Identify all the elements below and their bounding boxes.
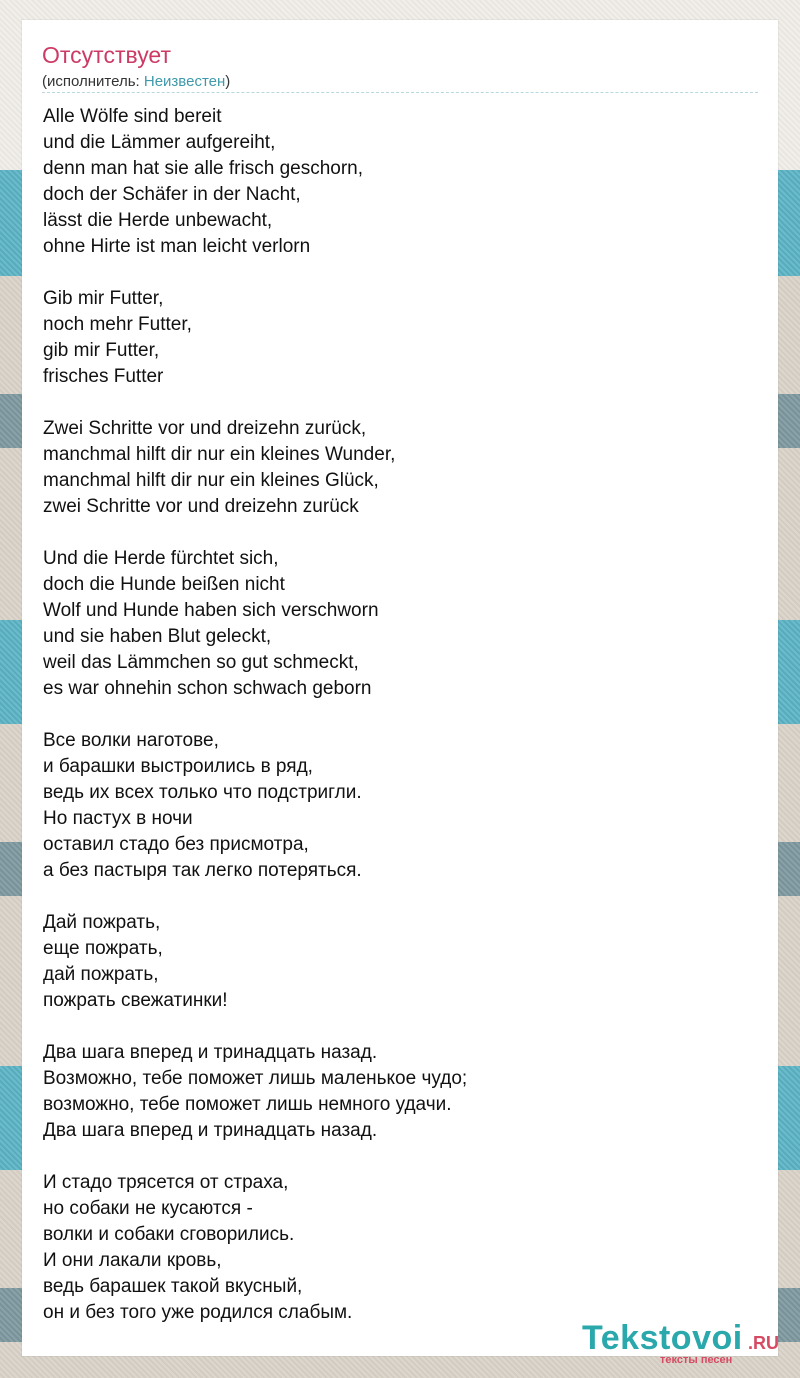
lyrics-line: волки и собаки сговорились. [43, 1224, 295, 1245]
lyrics-line: lässt die Herde unbewacht, [43, 210, 273, 231]
lyrics-stanza [43, 728, 763, 884]
lyrics-line: он и без того уже родился слабым. [43, 1302, 353, 1323]
lyrics-line: gib mir Futter, [43, 340, 160, 361]
lyrics-line: doch die Hunde beißen nicht [43, 574, 285, 595]
lyrics-line: es war ohnehin schon schwach geborn [43, 678, 372, 699]
lyrics-line: Но пастух в ночи [43, 808, 193, 829]
lyrics-line: denn man hat sie alle frisch geschorn, [43, 158, 364, 179]
lyrics-stanza [43, 416, 763, 520]
lyrics-stanza [43, 910, 763, 1014]
lyrics-line: Gib mir Futter, [43, 288, 164, 309]
lyrics-line: Wolf und Hunde haben sich verschworn [43, 600, 379, 621]
lyrics-line: возможно, тебе поможет лишь немного удачи. [43, 1094, 452, 1115]
lyrics-line: Возможно, тебе поможет лишь маленькое чудо; [43, 1068, 468, 1089]
lyrics-line: weil das Lämmchen so gut schmeckt, [43, 652, 359, 673]
lyrics-line: noch mehr Futter, [43, 314, 192, 335]
lyrics-line: Два шага вперед и тринадцать назад. [43, 1120, 378, 1141]
artist-line [42, 74, 230, 89]
lyrics-line: Все волки наготове, [43, 730, 219, 751]
lyrics-line: а без пастыря так легко потеряться. [43, 860, 362, 881]
song-title: Отсутствует [42, 42, 171, 68]
lyrics-body [43, 104, 763, 1352]
logo-wordmark: Tekstovoi [582, 1319, 743, 1357]
site-logo[interactable] [572, 1319, 792, 1369]
logo-domain-suffix: .RU [748, 1333, 779, 1353]
lyrics-line: ведь барашек такой вкусный, [43, 1276, 303, 1297]
lyrics-line: manchmal hilft dir nur ein kleines Glück, [43, 470, 379, 491]
lyrics-stanza [43, 104, 763, 260]
header-divider [42, 92, 758, 93]
logo-subtitle: тексты песен [660, 1354, 733, 1366]
lyrics-line: дай пожрать, [43, 964, 159, 985]
lyrics-line: Дай пожрать, [43, 912, 161, 933]
lyrics-line: но собаки не кусаются - [43, 1198, 253, 1219]
lyrics-line: zwei Schritte vor und dreizehn zurück [43, 496, 359, 517]
lyrics-line: ohne Hirte ist man leicht verlorn [43, 236, 311, 257]
lyrics-line: und die Lämmer aufgereiht, [43, 132, 276, 153]
artist-link[interactable]: Неизвестен [143, 73, 226, 90]
lyrics-line: И они лакали кровь, [43, 1250, 222, 1271]
lyrics-stanza [43, 286, 763, 390]
artist-prefix: (исполнитель: [42, 73, 144, 90]
lyrics-line: И стадо трясется от страха, [43, 1172, 289, 1193]
lyrics-line: Два шага вперед и тринадцать назад. [43, 1042, 378, 1063]
lyrics-line: frisches Futter [43, 366, 164, 387]
lyrics-line: пожрать свежатинки! [43, 990, 228, 1011]
lyrics-card [22, 20, 778, 1356]
lyrics-line: еще пожрать, [43, 938, 163, 959]
lyrics-stanza [43, 546, 763, 702]
lyrics-line: und sie haben Blut geleckt, [43, 626, 272, 647]
lyrics-stanza [43, 1040, 763, 1144]
lyrics-line: ведь их всех только что подстригли. [43, 782, 362, 803]
artist-suffix: ) [225, 73, 231, 90]
lyrics-line: Alle Wölfe sind bereit [43, 106, 222, 127]
lyrics-line: Zwei Schritte vor und dreizehn zurück, [43, 418, 367, 439]
lyrics-line: doch der Schäfer in der Nacht, [43, 184, 301, 205]
lyrics-line: и барашки выстроились в ряд, [43, 756, 313, 777]
lyrics-line: Und die Herde fürchtet sich, [43, 548, 279, 569]
lyrics-line: manchmal hilft dir nur ein kleines Wunder, [43, 444, 396, 465]
lyrics-stanza [43, 1170, 763, 1326]
lyrics-line: оставил стадо без присмотра, [43, 834, 309, 855]
